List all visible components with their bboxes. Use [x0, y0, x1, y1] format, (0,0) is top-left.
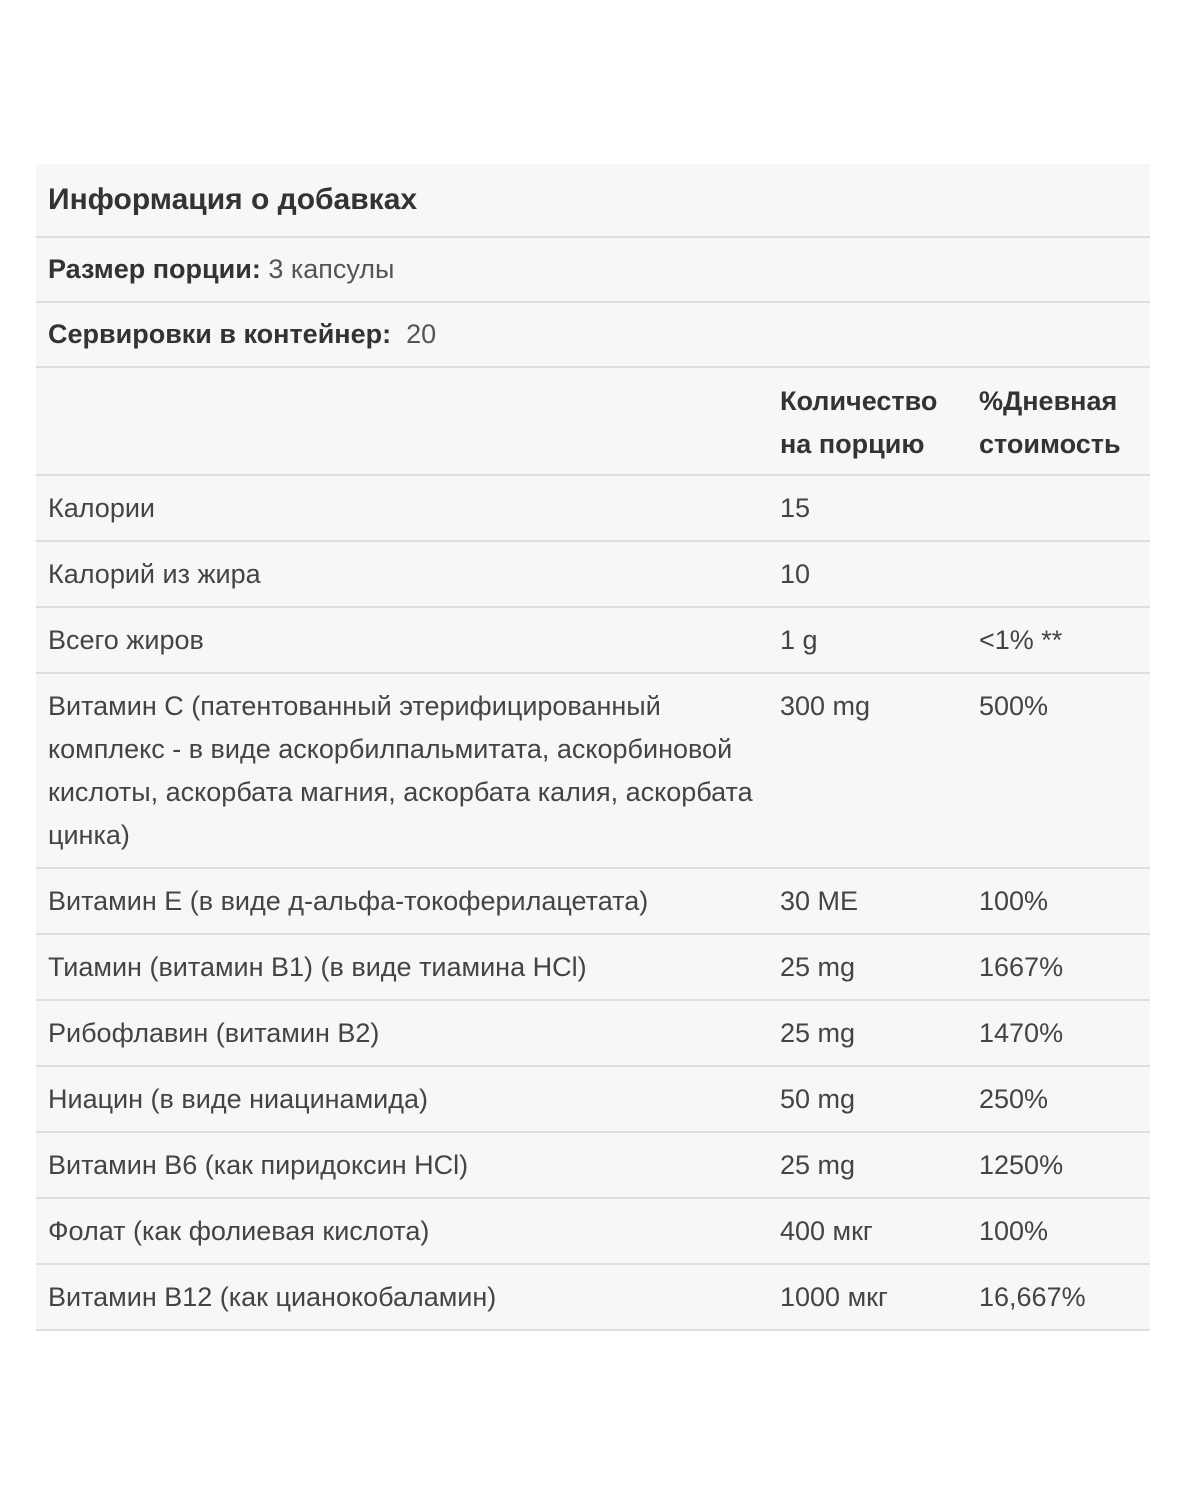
nutrient-name: Калорий из жира: [48, 559, 261, 589]
nutrient-daily-value: 250%: [979, 1084, 1049, 1114]
dv-header-line2: стоимость: [979, 429, 1121, 459]
nutrient-name: Витамин B12 (как цианокобаламин): [48, 1282, 497, 1312]
servings-per-container-label: Сервировки в контейнер:: [48, 319, 392, 349]
nutrient-daily-value: [979, 553, 1150, 596]
nutrient-daily-value: 1250%: [979, 1150, 1064, 1180]
servings-per-container-value: 20: [391, 319, 437, 349]
nutrient-name: Калории: [48, 493, 155, 523]
nutrient-amount: 15: [780, 493, 811, 523]
table-row: [36, 1265, 1150, 1331]
servings-per-container-row: [36, 303, 1150, 368]
nutrient-amount: 1 g: [780, 625, 818, 655]
table-row: [36, 869, 1150, 935]
nutrient-name: Витамин C (патентованный этерифицированный комплекс - в виде аскорбилпальмитата, аскорбиновой кислоты, аскорбата магния, аскорбата калия, аскорбата цинка): [48, 691, 753, 850]
table-row: [36, 674, 1150, 869]
table-title-row: [36, 164, 1150, 238]
nutrient-name: Витамин B6 (как пиридоксин HCl): [48, 1150, 469, 1180]
nutrient-daily-value: 1470%: [979, 1018, 1064, 1048]
nutrient-daily-value: 100%: [979, 886, 1049, 916]
column-header-row: [36, 368, 1150, 476]
nutrient-column-header: [36, 380, 780, 474]
nutrient-daily-value: 100%: [979, 1216, 1049, 1246]
serving-size-row: [36, 238, 1150, 303]
nutrient-daily-value: 16,667%: [979, 1282, 1086, 1312]
table-row: [36, 608, 1150, 674]
serving-size-value: 3 капсулы: [260, 254, 395, 284]
nutrient-name: Фолат (как фолиевая кислота): [48, 1216, 430, 1246]
table-title: Информация о добавках: [48, 183, 418, 216]
table-row: [36, 935, 1150, 1001]
nutrient-daily-value: 1667%: [979, 952, 1064, 982]
daily-value-column-header: [979, 380, 1150, 474]
table-row: [36, 1001, 1150, 1067]
nutrient-amount: 10: [780, 559, 811, 589]
nutrient-amount: 25 mg: [780, 952, 856, 982]
nutrient-amount: 1000 мкг: [780, 1282, 888, 1312]
nutrient-daily-value: <1% **: [979, 625, 1063, 655]
nutrient-amount: 300 mg: [780, 691, 871, 721]
nutrient-amount: 400 мкг: [780, 1216, 873, 1246]
table-row: [36, 542, 1150, 608]
amount-header-line2: на порцию: [780, 429, 925, 459]
nutrient-name: Ниацин (в виде ниацинамида): [48, 1084, 428, 1114]
table-row: [36, 1133, 1150, 1199]
nutrient-amount: 50 mg: [780, 1084, 856, 1114]
nutrient-amount: 25 mg: [780, 1150, 856, 1180]
supplement-facts-table: [36, 164, 1150, 1331]
nutrient-name: Рибофлавин (витамин B2): [48, 1018, 380, 1048]
table-row: [36, 1067, 1150, 1133]
nutrient-daily-value: [979, 487, 1150, 530]
nutrient-daily-value: 500%: [979, 691, 1049, 721]
amount-column-header: [780, 380, 979, 474]
dv-header-line1: %Дневная: [979, 386, 1118, 416]
table-row: [36, 1199, 1150, 1265]
table-row: [36, 476, 1150, 542]
serving-size-label: Размер порции:: [48, 254, 261, 284]
nutrient-name: Тиамин (витамин B1) (в виде тиамина HCl): [48, 952, 587, 982]
nutrient-name: Витамин E (в виде д-альфа-токоферилацетата): [48, 886, 649, 916]
amount-header-line1: Количество: [780, 386, 938, 416]
nutrient-amount: 25 mg: [780, 1018, 856, 1048]
nutrient-name: Всего жиров: [48, 625, 204, 655]
nutrient-amount: 30 МЕ: [780, 886, 859, 916]
